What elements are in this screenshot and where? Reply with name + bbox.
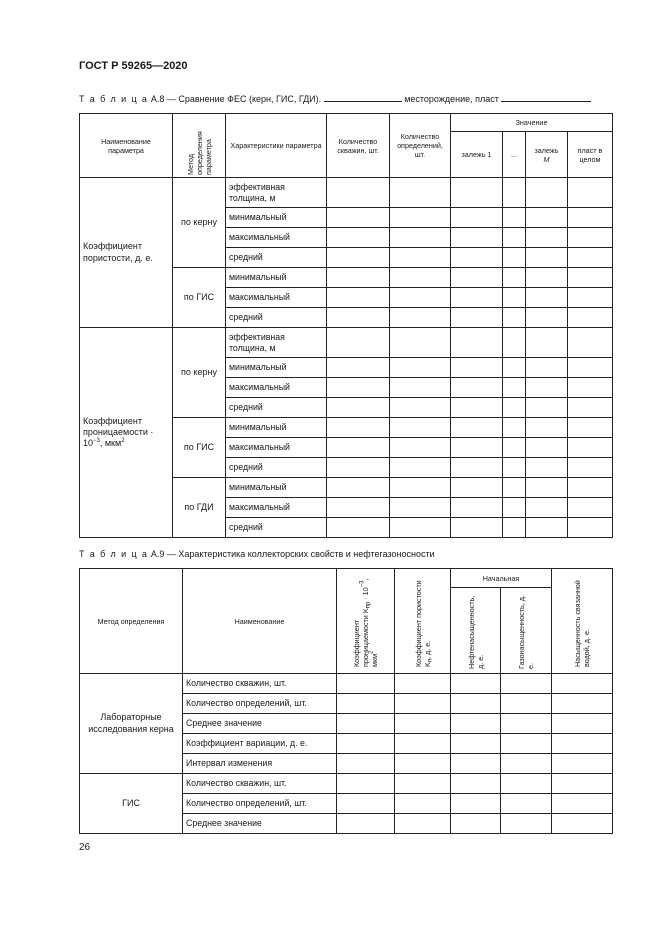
value-cell bbox=[390, 438, 451, 458]
value-cell bbox=[451, 248, 503, 268]
value-cell bbox=[395, 754, 451, 774]
value-cell bbox=[552, 794, 613, 814]
value-cell bbox=[503, 308, 526, 328]
value-cell bbox=[526, 328, 568, 358]
characteristic-cell: минимальный bbox=[226, 208, 327, 228]
value-cell bbox=[451, 398, 503, 418]
characteristic-cell: максимальный bbox=[226, 498, 327, 518]
value-cell bbox=[526, 438, 568, 458]
value-cell bbox=[501, 794, 552, 814]
value-cell bbox=[503, 498, 526, 518]
value-cell bbox=[552, 694, 613, 714]
value-cell bbox=[395, 674, 451, 694]
value-cell bbox=[503, 518, 526, 538]
value-cell bbox=[503, 228, 526, 248]
value-cell bbox=[526, 208, 568, 228]
col-deposit-1: залежь 1 bbox=[451, 132, 503, 178]
blank-line bbox=[324, 92, 402, 102]
value-cell bbox=[327, 478, 390, 498]
col-deposit-m: залежь M bbox=[526, 132, 568, 178]
value-cell bbox=[568, 308, 613, 328]
value-cell bbox=[451, 308, 503, 328]
value-cell bbox=[451, 208, 503, 228]
value-cell bbox=[390, 328, 451, 358]
characteristic-cell: минимальный bbox=[226, 358, 327, 378]
value-cell bbox=[526, 378, 568, 398]
value-cell bbox=[451, 674, 501, 694]
value-cell bbox=[568, 208, 613, 228]
value-cell bbox=[327, 358, 390, 378]
value-cell bbox=[395, 774, 451, 794]
value-cell bbox=[337, 794, 395, 814]
value-cell bbox=[327, 308, 390, 328]
value-cell bbox=[451, 734, 501, 754]
value-cell bbox=[395, 694, 451, 714]
col-determ-header: Количество определений, шт. bbox=[390, 114, 451, 178]
value-cell bbox=[451, 814, 501, 834]
value-cell bbox=[568, 358, 613, 378]
value-cell bbox=[568, 478, 613, 498]
name-cell: Количество скважин, шт. bbox=[183, 774, 337, 794]
characteristic-cell: минимальный bbox=[226, 268, 327, 288]
value-cell bbox=[451, 228, 503, 248]
name-cell: Среднее значение bbox=[183, 814, 337, 834]
method-cell: по ГИС bbox=[173, 268, 226, 328]
value-cell bbox=[526, 418, 568, 438]
value-cell bbox=[390, 248, 451, 268]
col-param-header: Наименование параметра bbox=[80, 114, 173, 178]
value-cell bbox=[390, 288, 451, 308]
value-cell bbox=[526, 358, 568, 378]
value-cell bbox=[390, 498, 451, 518]
value-cell bbox=[526, 308, 568, 328]
value-cell bbox=[568, 498, 613, 518]
col-name-header: Наименование bbox=[183, 569, 337, 674]
method-cell: по керну bbox=[173, 328, 226, 418]
value-cell bbox=[568, 398, 613, 418]
value-cell bbox=[327, 418, 390, 438]
value-cell bbox=[337, 774, 395, 794]
value-cell bbox=[451, 714, 501, 734]
characteristic-cell: средний bbox=[226, 308, 327, 328]
characteristic-cell: средний bbox=[226, 398, 327, 418]
table-a8 bbox=[79, 113, 613, 538]
name-cell: Коэффициент вариации, д. е. bbox=[183, 734, 337, 754]
name-cell: Интервал изменения bbox=[183, 754, 337, 774]
value-cell bbox=[503, 178, 526, 208]
value-cell bbox=[327, 498, 390, 518]
value-cell bbox=[395, 814, 451, 834]
col-gas-saturation-header: Газонасыщенность, д. е. bbox=[501, 588, 552, 674]
value-cell bbox=[526, 268, 568, 288]
value-cell bbox=[390, 418, 451, 438]
value-cell bbox=[568, 518, 613, 538]
col-bound-water-header: Насыщенность связанной водой, д. е. bbox=[552, 569, 613, 674]
value-cell bbox=[451, 268, 503, 288]
characteristic-cell: максимальный bbox=[226, 228, 327, 248]
col-initial-header: Начальная bbox=[451, 569, 552, 588]
characteristic-cell: средний bbox=[226, 518, 327, 538]
table-a9 bbox=[79, 568, 613, 834]
name-cell: Количество определений, шт. bbox=[183, 694, 337, 714]
characteristic-cell: средний bbox=[226, 248, 327, 268]
value-cell bbox=[568, 458, 613, 478]
value-cell bbox=[451, 458, 503, 478]
value-cell bbox=[526, 478, 568, 498]
value-cell bbox=[327, 288, 390, 308]
value-cell bbox=[451, 288, 503, 308]
col-method-header: Метод определения bbox=[80, 569, 183, 674]
value-cell bbox=[501, 674, 552, 694]
col-wells-header: Количество скважин, шт. bbox=[327, 114, 390, 178]
value-cell bbox=[568, 268, 613, 288]
value-cell bbox=[552, 814, 613, 834]
value-cell bbox=[451, 178, 503, 208]
value-cell bbox=[568, 228, 613, 248]
col-dots: ... bbox=[503, 132, 526, 178]
value-cell bbox=[552, 754, 613, 774]
value-cell bbox=[327, 248, 390, 268]
method-cell: по ГИС bbox=[173, 418, 226, 478]
value-cell bbox=[395, 794, 451, 814]
value-cell bbox=[501, 814, 552, 834]
value-cell bbox=[390, 178, 451, 208]
col-whole-layer: пласт в целом bbox=[568, 132, 613, 178]
name-cell: Среднее значение bbox=[183, 714, 337, 734]
value-cell bbox=[503, 288, 526, 308]
value-cell bbox=[451, 418, 503, 438]
table-row bbox=[80, 674, 613, 694]
method-cell: по керну bbox=[173, 178, 226, 268]
value-cell bbox=[390, 358, 451, 378]
value-cell bbox=[390, 228, 451, 248]
value-cell bbox=[503, 358, 526, 378]
characteristic-cell: эффективная толщина, м bbox=[226, 328, 327, 358]
value-cell bbox=[327, 228, 390, 248]
characteristic-cell: эффективная толщина, м bbox=[226, 178, 327, 208]
value-cell bbox=[568, 178, 613, 208]
value-cell bbox=[337, 694, 395, 714]
value-cell bbox=[568, 248, 613, 268]
value-cell bbox=[337, 674, 395, 694]
value-cell bbox=[390, 308, 451, 328]
value-cell bbox=[503, 328, 526, 358]
table-a8-caption: Т а б л и ц а А.8 — Сравнение ФЕС (керн, ГИС, ГДИ). месторождение, пласт bbox=[79, 92, 591, 104]
value-cell bbox=[327, 458, 390, 478]
table-row bbox=[80, 328, 613, 358]
page-number: 26 bbox=[79, 842, 91, 853]
value-cell bbox=[451, 498, 503, 518]
name-cell: Количество определений, шт. bbox=[183, 794, 337, 814]
col-porosity-header: Коэффициент пористости $K_п$, д. е. bbox=[395, 569, 451, 674]
value-cell bbox=[503, 208, 526, 228]
value-cell bbox=[327, 518, 390, 538]
value-cell bbox=[327, 438, 390, 458]
value-cell bbox=[503, 378, 526, 398]
characteristic-cell: максимальный bbox=[226, 378, 327, 398]
value-cell bbox=[451, 754, 501, 774]
characteristic-cell: минимальный bbox=[226, 418, 327, 438]
value-cell bbox=[451, 378, 503, 398]
value-cell bbox=[395, 714, 451, 734]
value-cell bbox=[390, 378, 451, 398]
method-cell: по ГДИ bbox=[173, 478, 226, 538]
value-cell bbox=[390, 478, 451, 498]
value-cell bbox=[337, 754, 395, 774]
value-cell bbox=[552, 714, 613, 734]
value-cell bbox=[390, 398, 451, 418]
value-cell bbox=[390, 268, 451, 288]
value-cell bbox=[526, 398, 568, 418]
value-cell bbox=[552, 774, 613, 794]
value-cell bbox=[451, 794, 501, 814]
value-cell bbox=[526, 228, 568, 248]
value-cell bbox=[327, 328, 390, 358]
table-a9-caption: Т а б л и ц а А.9 — Характеристика коллекторских свойств и нефтегазоносности bbox=[79, 549, 435, 559]
value-cell bbox=[568, 438, 613, 458]
col-method-header: Метод определения параметра bbox=[173, 114, 226, 178]
value-cell bbox=[526, 288, 568, 308]
value-cell bbox=[327, 378, 390, 398]
value-cell bbox=[501, 774, 552, 794]
blank-line bbox=[501, 92, 591, 102]
value-cell bbox=[337, 714, 395, 734]
value-cell bbox=[568, 378, 613, 398]
value-cell bbox=[503, 268, 526, 288]
characteristic-cell: максимальный bbox=[226, 288, 327, 308]
col-permeability-header: Коэффициент проницаемости $K_{пр} \cdot 10^{-3}$, мкм$^2$ bbox=[337, 569, 395, 674]
value-cell bbox=[503, 398, 526, 418]
value-cell bbox=[568, 288, 613, 308]
value-cell bbox=[526, 518, 568, 538]
value-cell bbox=[451, 694, 501, 714]
value-cell bbox=[526, 458, 568, 478]
name-cell: Количество скважин, шт. bbox=[183, 674, 337, 694]
value-cell bbox=[337, 734, 395, 754]
value-cell bbox=[568, 418, 613, 438]
value-cell bbox=[526, 498, 568, 518]
value-cell bbox=[552, 674, 613, 694]
value-cell bbox=[526, 248, 568, 268]
value-cell bbox=[552, 734, 613, 754]
col-value-header: Значение bbox=[451, 114, 613, 132]
value-cell bbox=[451, 358, 503, 378]
table-row bbox=[80, 774, 613, 794]
value-cell bbox=[501, 694, 552, 714]
method-cell: ГИС bbox=[80, 774, 183, 834]
value-cell bbox=[503, 248, 526, 268]
param-name-cell: Коэффициент пористости, д. е. bbox=[80, 178, 173, 328]
method-cell: Лабораторные исследования керна bbox=[80, 674, 183, 774]
document-header: ГОСТ Р 59265—2020 bbox=[79, 60, 188, 72]
value-cell bbox=[327, 398, 390, 418]
value-cell bbox=[503, 418, 526, 438]
value-cell bbox=[501, 714, 552, 734]
value-cell bbox=[390, 208, 451, 228]
value-cell bbox=[327, 208, 390, 228]
value-cell bbox=[503, 438, 526, 458]
characteristic-cell: средний bbox=[226, 458, 327, 478]
param-name-cell: Коэффициент проницаемости · $10^{-3}$, мкм$^2$ bbox=[80, 328, 173, 538]
value-cell bbox=[501, 754, 552, 774]
value-cell bbox=[390, 518, 451, 538]
value-cell bbox=[451, 438, 503, 458]
col-charact-header: Характеристики параметра bbox=[226, 114, 327, 178]
value-cell bbox=[451, 478, 503, 498]
value-cell bbox=[451, 774, 501, 794]
value-cell bbox=[395, 734, 451, 754]
value-cell bbox=[327, 178, 390, 208]
value-cell bbox=[503, 478, 526, 498]
value-cell bbox=[501, 734, 552, 754]
characteristic-cell: минимальный bbox=[226, 478, 327, 498]
value-cell bbox=[526, 178, 568, 208]
value-cell bbox=[451, 328, 503, 358]
value-cell bbox=[327, 268, 390, 288]
value-cell bbox=[390, 458, 451, 478]
table-row bbox=[80, 178, 613, 208]
col-oil-saturation-header: Нефтенасыщенность, д. е. bbox=[451, 588, 501, 674]
value-cell bbox=[503, 458, 526, 478]
value-cell bbox=[337, 814, 395, 834]
characteristic-cell: максимальный bbox=[226, 438, 327, 458]
value-cell bbox=[451, 518, 503, 538]
value-cell bbox=[568, 328, 613, 358]
